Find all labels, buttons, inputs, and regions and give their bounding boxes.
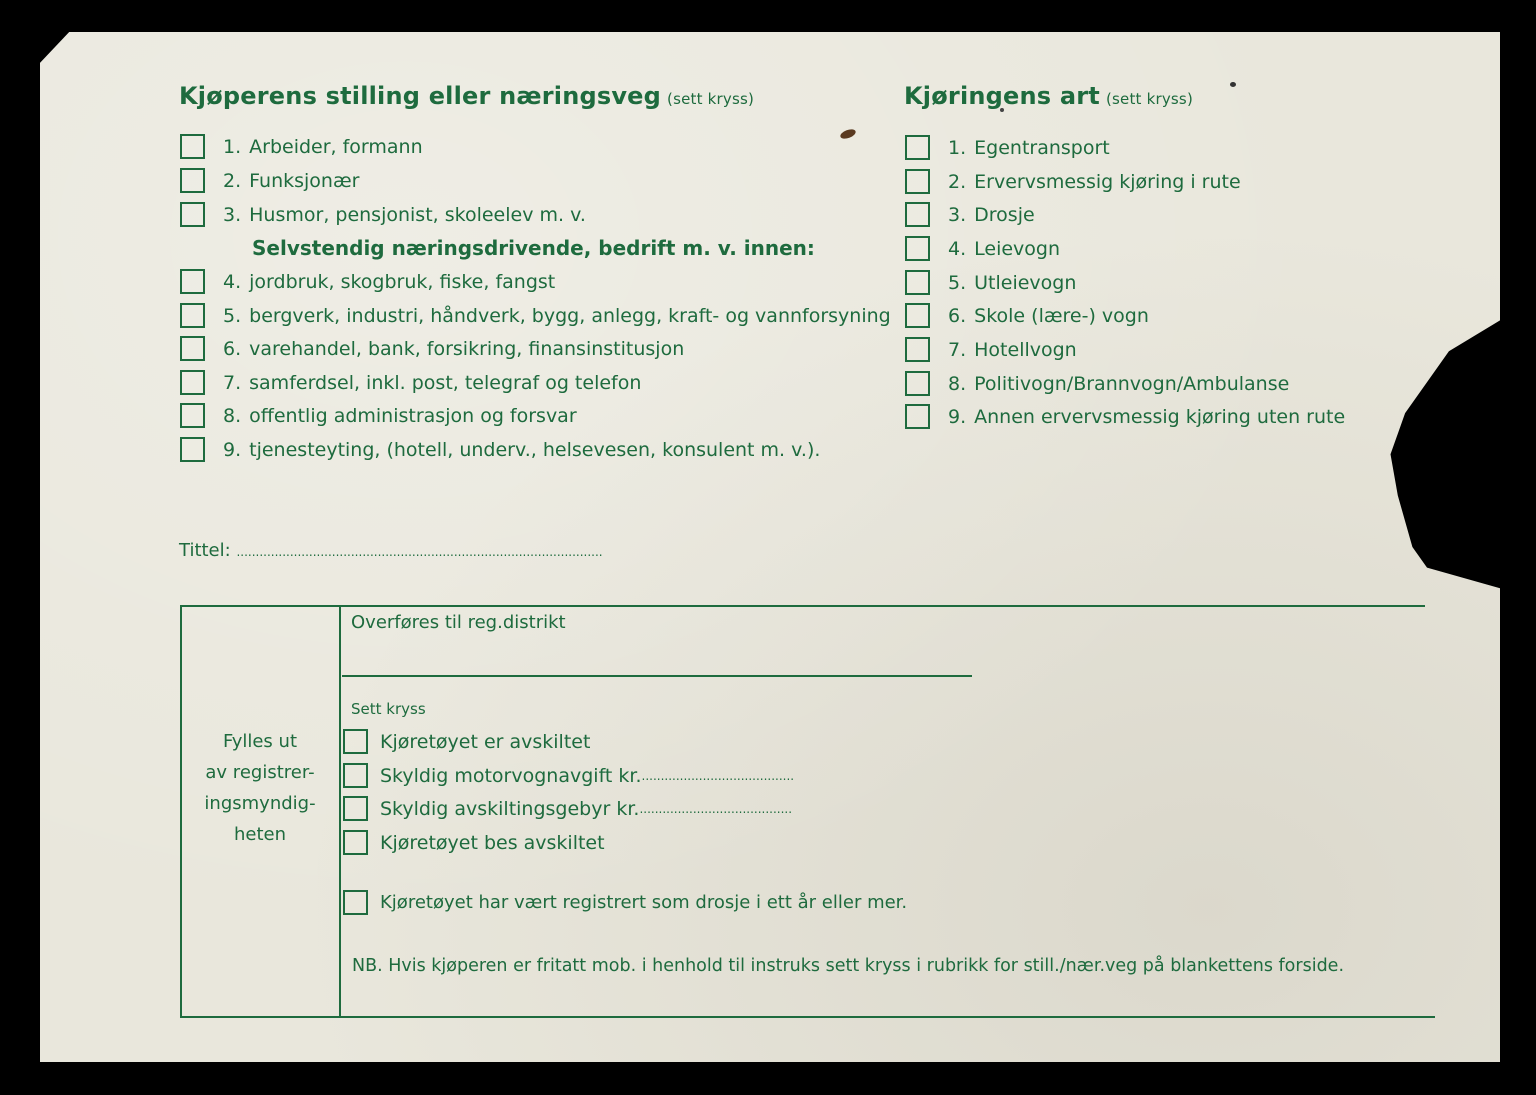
driving-type-option[interactable] — [905, 135, 1110, 160]
box-bottom-border — [180, 1016, 1435, 1018]
driving-type-checkbox[interactable] — [905, 303, 930, 328]
driving-type-option-label: Drosje — [974, 203, 1035, 226]
registry-check-dots[interactable]: ........................................ — [641, 768, 795, 783]
buyer-position-option-label: Funksjonær — [249, 169, 360, 192]
registry-check-label: Skyldig motorvognavgift kr. — [380, 764, 642, 787]
driving-type-option-number: 9. — [948, 405, 967, 428]
driving-type-checkbox[interactable] — [905, 236, 930, 261]
buyer-sector-option[interactable] — [180, 336, 684, 361]
transfer-line[interactable] — [342, 675, 972, 677]
drosje-checkbox[interactable] — [343, 890, 368, 915]
driving-type-option-number: 2. — [948, 170, 967, 193]
buyer-sector-option-number: 4. — [223, 270, 242, 293]
registry-check-label: Kjøretøyet er avskiltet — [380, 730, 591, 753]
driving-type-option-number: 3. — [948, 203, 967, 226]
buyer-sector-option[interactable] — [180, 303, 891, 328]
drosje-check[interactable] — [343, 890, 907, 915]
registry-check-label: Kjøretøyet bes avskiltet — [380, 831, 605, 854]
tittel-dots: ................................................................................................ — [236, 545, 603, 559]
registry-check[interactable] — [343, 830, 605, 855]
registry-checkbox[interactable] — [343, 830, 368, 855]
driving-type-checkbox[interactable] — [905, 404, 930, 429]
driving-type-option-label: Politivogn/Brannvogn/Ambulanse — [974, 372, 1290, 395]
driving-type-option[interactable] — [905, 270, 1076, 295]
left-section-title: Kjøperens stilling eller næringsveg (sett kryss) — [179, 82, 755, 110]
driving-type-option-number: 8. — [948, 372, 967, 395]
driving-type-checkbox[interactable] — [905, 371, 930, 396]
driving-type-option[interactable] — [905, 236, 1060, 261]
buyer-sector-option[interactable] — [180, 437, 820, 462]
driving-type-option[interactable] — [905, 404, 1345, 429]
driving-type-option[interactable] — [905, 202, 1035, 227]
buyer-position-checkbox[interactable] — [180, 202, 205, 227]
registry-side-label: Fylles ut av registrer- ingsmyndig- heten — [204, 731, 316, 845]
driving-type-option[interactable] — [905, 303, 1149, 328]
buyer-sector-option-label: tjenesteyting, (hotell, underv., helsevesen, konsulent m. v.). — [249, 438, 821, 461]
buyer-sector-option[interactable] — [180, 403, 577, 428]
box-top-border — [180, 605, 1425, 607]
registry-checkbox[interactable] — [343, 796, 368, 821]
buyer-sector-option-label: samferdsel, inkl. post, telegraf og telefon — [249, 371, 642, 394]
driving-type-option-label: Annen ervervsmessig kjøring uten rute — [974, 405, 1346, 428]
buyer-sector-checkbox[interactable] — [180, 303, 205, 328]
driving-type-checkbox[interactable] — [905, 135, 930, 160]
driving-type-option-label: Leievogn — [974, 237, 1061, 260]
buyer-position-option[interactable] — [180, 168, 359, 193]
buyer-sector-checkbox[interactable] — [180, 403, 205, 428]
buyer-sector-option-number: 8. — [223, 404, 242, 427]
driving-type-option-number: 7. — [948, 338, 967, 361]
buyer-position-option[interactable] — [180, 134, 423, 159]
driving-type-option-label: Hotellvogn — [974, 338, 1077, 361]
buyer-sector-option-number: 5. — [223, 304, 242, 327]
tittel-field[interactable] — [179, 540, 603, 561]
buyer-position-option-label: Husmor, pensjonist, skoleelev m. v. — [249, 203, 586, 226]
buyer-sector-checkbox[interactable] — [180, 336, 205, 361]
transfer-label: Overføres til reg.distrikt — [351, 612, 566, 633]
buyer-sector-option[interactable] — [180, 370, 641, 395]
buyer-sector-option-number: 7. — [223, 371, 242, 394]
driving-type-option-label: Skole (lære-) vogn — [974, 304, 1149, 327]
buyer-position-checkbox[interactable] — [180, 134, 205, 159]
buyer-sector-checkbox[interactable] — [180, 269, 205, 294]
buyer-sector-option-label: bergverk, industri, håndverk, bygg, anlegg, kraft- og vannforsyning — [249, 304, 891, 327]
nb-note: NB. Hvis kjøperen er fritatt mob. i henhold til instruks sett kryss i rubrikk for still./nær.veg på blankettens forside. — [352, 956, 1345, 976]
driving-type-checkbox[interactable] — [905, 337, 930, 362]
driving-type-option-number: 5. — [948, 271, 967, 294]
driving-type-checkbox[interactable] — [905, 270, 930, 295]
buyer-position-option-number: 3. — [223, 203, 242, 226]
buyer-position-option-number: 1. — [223, 135, 242, 158]
registry-check[interactable] — [343, 729, 590, 754]
registry-checkbox[interactable] — [343, 763, 368, 788]
buyer-position-option[interactable] — [180, 202, 586, 227]
driving-type-option-number: 6. — [948, 304, 967, 327]
buyer-sector-option-number: 6. — [223, 337, 242, 360]
driving-type-option-label: Utleievogn — [974, 271, 1077, 294]
driving-type-option[interactable] — [905, 371, 1289, 396]
buyer-sector-option-number: 9. — [223, 438, 242, 461]
registry-check-dots[interactable]: ........................................ — [639, 801, 793, 816]
driving-type-checkbox[interactable] — [905, 169, 930, 194]
paper-stain — [1230, 82, 1236, 87]
buyer-sector-option[interactable] — [180, 269, 555, 294]
buyer-position-checkbox[interactable] — [180, 168, 205, 193]
driving-type-option-label: Egentransport — [974, 136, 1110, 159]
registry-checkbox[interactable] — [343, 729, 368, 754]
self-employed-subheading: Selvstendig næringsdrivende, bedrift m. v. innen: — [252, 236, 815, 260]
driving-type-option-number: 1. — [948, 136, 967, 159]
registry-check-label: Skyldig avskiltingsgebyr kr. — [380, 797, 640, 820]
driving-type-option-label: Ervervsmessig kjøring i rute — [974, 170, 1241, 193]
sett-kryss-label: Sett kryss — [351, 700, 426, 718]
registry-check[interactable] — [343, 763, 794, 788]
buyer-sector-option-label: varehandel, bank, forsikring, finansinstitusjon — [249, 337, 685, 360]
tittel-label: Tittel: — [179, 540, 231, 561]
driving-type-option-number: 4. — [948, 237, 967, 260]
right-section-title: Kjøringens art (sett kryss) — [904, 82, 1193, 110]
driving-type-checkbox[interactable] — [905, 202, 930, 227]
buyer-sector-option-label: offentlig administrasjon og forsvar — [249, 404, 577, 427]
buyer-position-option-number: 2. — [223, 169, 242, 192]
driving-type-option[interactable] — [905, 169, 1241, 194]
buyer-position-option-label: Arbeider, formann — [249, 135, 423, 158]
buyer-sector-checkbox[interactable] — [180, 437, 205, 462]
buyer-sector-checkbox[interactable] — [180, 370, 205, 395]
buyer-sector-option-label: jordbruk, skogbruk, fiske, fangst — [249, 270, 556, 293]
registry-check[interactable] — [343, 796, 792, 821]
drosje-check-label: Kjøretøyet har vært registrert som drosje i ett år eller mer. — [380, 892, 908, 913]
driving-type-option[interactable] — [905, 337, 1077, 362]
